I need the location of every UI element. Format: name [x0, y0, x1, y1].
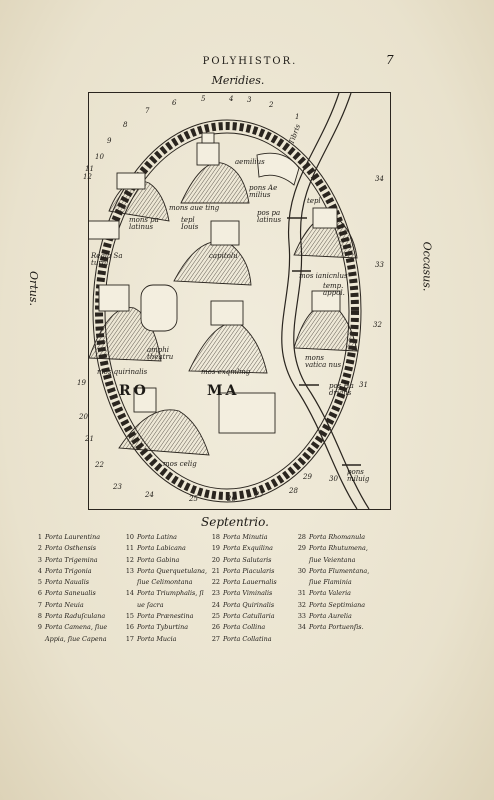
building-regia-saturni [89, 221, 119, 239]
legend-entry-text: Porta Raduſculana [45, 612, 106, 621]
legend-entry-number: 13 [125, 566, 134, 575]
legend-entry [294, 611, 369, 622]
legend-entry-text: ſiue Veientana [309, 555, 356, 564]
legend-column [122, 532, 207, 645]
label-roma-left: RO [119, 383, 149, 399]
legend-entry [294, 588, 369, 599]
label-amphitheatrum: amphi theatru [147, 346, 174, 361]
label-templum-apollinis: temp. appol. [323, 282, 345, 297]
label-pons-hadrianus: pos Ha drians [329, 382, 354, 397]
legend-entry [208, 600, 277, 611]
legend-entry [30, 555, 107, 566]
legend-entry-text: Porta Tyburtina [137, 623, 189, 632]
label-templum-iovis: tepl Iouis [181, 216, 199, 231]
legend-entry-number: 27 [211, 634, 220, 643]
legend-entry-text: Porta Salutaris [223, 555, 272, 564]
label-pons-palatinus: pos pa latinus [257, 209, 282, 224]
gate-number: 31 [359, 381, 368, 389]
legend-entry-text: Porta Camena, ſiue [45, 623, 108, 632]
amphitheatrum [141, 285, 177, 331]
legend-entry [30, 600, 107, 611]
legend-entry-number: 10 [125, 533, 134, 541]
building-large [219, 393, 275, 433]
legend-entry [208, 588, 277, 599]
gate-number: 25 [189, 495, 198, 503]
legend-entry-number: 31 [297, 589, 306, 598]
legend-entry-text: Porta Flumentana, [309, 566, 370, 575]
legend-entry-number: 22 [211, 578, 220, 587]
legend-entry-text: Porta Catullaria [223, 612, 275, 621]
legend-entry-text: Porta Triumphalis, ſi [137, 589, 204, 598]
gate-number: 29 [303, 473, 312, 481]
gate-number: 5 [201, 95, 206, 103]
label-mons-quirinalis: mos quirinalis [97, 368, 148, 376]
legend-entry [122, 634, 207, 645]
legend-entry-number: 19 [211, 544, 220, 553]
legend-entry [30, 611, 107, 622]
legend-entry [208, 611, 277, 622]
legend-entry [30, 566, 107, 577]
legend-entry-text: Porta Exquilina [223, 544, 273, 553]
rome-map-illustration [89, 93, 390, 509]
direction-south-label: Meridies. [211, 74, 265, 87]
label-roma-right: MA [207, 383, 240, 399]
legend-entry [294, 577, 369, 588]
legend-entry-text: Porta Quirinalis [223, 600, 275, 609]
legend-entry-number: 3 [37, 555, 42, 564]
label-mons-vaticanus: mons vatica nus [305, 354, 342, 369]
legend-entry-text: Porta Aurelia [309, 612, 352, 621]
legend-entry-number: 32 [297, 600, 306, 609]
legend-entry-number: 30 [297, 566, 306, 575]
legend-entry [122, 555, 207, 566]
legend-entry-number: 25 [211, 612, 220, 621]
legend-entry-number: 15 [125, 612, 134, 621]
legend-entry-text: Porta Querquetulana, [137, 566, 208, 575]
gate-number: 30 [329, 475, 338, 483]
gate-number: 7 [145, 107, 150, 115]
label-pons-milvius: pons miluig [347, 468, 370, 483]
legend-entry-text: Porta Collatina [223, 634, 272, 643]
legend-entry-number: 33 [297, 612, 306, 621]
legend-column [30, 532, 107, 645]
direction-north-label: Septentrio. [201, 515, 269, 529]
legend-entry-number: 12 [125, 555, 134, 564]
running-head: POLYHISTOR. [202, 56, 298, 67]
legend-entry-number: 26 [211, 623, 220, 632]
label-mons-caelius: mos celig [163, 460, 197, 468]
legend-entry [122, 532, 207, 543]
legend-entry-number: 20 [211, 555, 220, 564]
legend-entry [30, 543, 107, 554]
gate-number: 26 [227, 495, 236, 503]
legend-column [294, 532, 369, 634]
legend-entry-text: ſiue Celimontana [137, 578, 193, 587]
label-tibris: Tibris [287, 123, 303, 146]
label-aemilius: aemilius [235, 158, 265, 166]
legend-entry [208, 543, 277, 554]
gate-number: 22 [95, 461, 104, 469]
legend-entry-text: Porta Naualis [45, 578, 90, 587]
legend-entry-text: Porta Piacularis [223, 566, 275, 575]
legend-entry [122, 566, 207, 577]
legend-entry [30, 634, 107, 645]
legend-entry-number: 1 [37, 533, 42, 541]
page-number: 7 [386, 53, 394, 67]
legend-entry-number: 7 [37, 600, 42, 609]
label-regia-saturni: Regia Sa turni [91, 252, 123, 267]
legend-entry [294, 555, 369, 566]
label-capitolium: capitolu [209, 252, 238, 260]
gate-number: 21 [85, 435, 94, 443]
legend-entry [208, 566, 277, 577]
gate-number: 32 [373, 321, 382, 329]
legend-entry-number: 4 [37, 566, 42, 575]
legend-entry [30, 577, 107, 588]
legend-entry [208, 634, 277, 645]
gate-number: 8 [123, 121, 128, 129]
gate-number: 4 [229, 95, 234, 103]
legend-entry-number: 18 [211, 533, 220, 541]
legend-entry [294, 600, 369, 611]
legend-entry [208, 577, 277, 588]
hill-capitolium [174, 241, 251, 285]
legend-entry-number: 2 [37, 544, 42, 553]
legend-entry-text: ue ſacra [137, 600, 164, 609]
legend-entry-text: Porta Trigemina [45, 555, 98, 564]
gate-number: 28 [289, 487, 298, 495]
legend-entry-number: 5 [37, 578, 42, 587]
legend-entry-text: Porta Minutia [223, 533, 268, 541]
legend-entry-text: Porta Rhutumena, [309, 544, 368, 553]
legend-entry-text: Porta Rhomanula [309, 533, 366, 541]
label-mons-palatinus: mons pa latinus [129, 216, 159, 231]
legend-entry [122, 577, 207, 588]
gate-number: 11 [85, 165, 94, 173]
legend-entry-text: Porta Laurentina [45, 533, 101, 541]
legend-entry-text: Porta Neuia [45, 600, 84, 609]
legend-entry-text: Porta Portuenſis. [309, 623, 364, 632]
gate-number: 24 [145, 491, 154, 499]
legend-entry [208, 555, 277, 566]
legend-entry-text: Porta Saneualis [45, 589, 96, 598]
legend-entry-number: 17 [125, 634, 134, 643]
gate-number: 27 [255, 491, 264, 499]
legend-entry [122, 600, 207, 611]
legend-entry [122, 611, 207, 622]
gate-number: 33 [375, 261, 384, 269]
legend-entry-number: 34 [297, 623, 306, 632]
legend-entry-number: 16 [125, 623, 134, 632]
label-mons-aventinus: mons aue ting [169, 204, 220, 212]
legend-entry [30, 622, 107, 633]
gate-number: 12 [83, 173, 92, 181]
direction-east-label: Ortus. [26, 271, 40, 306]
building-palatine [117, 173, 145, 189]
legend-entry-text: Appia, ſiue Capena [45, 634, 107, 643]
legend-entry-text: Porta Mucia [137, 634, 177, 643]
building-temple-jovis [211, 221, 239, 245]
label-templum: tepl [307, 197, 321, 205]
legend-entry [122, 588, 207, 599]
gate-number: 6 [172, 99, 177, 107]
legend-entry-text: Porta Latina [137, 533, 177, 541]
gate-number: 2 [269, 101, 274, 109]
gate-number: 20 [79, 413, 88, 421]
building-quirinal [99, 285, 129, 311]
legend-entry-text: Porta Collina [223, 623, 266, 632]
legend-entry-text: Porta Osthensis [45, 544, 97, 553]
legend-entry [122, 543, 207, 554]
hill-aventinus [181, 163, 249, 203]
building-exquiline [211, 301, 243, 325]
gate-number: 9 [107, 137, 112, 145]
gate-number: 19 [77, 379, 86, 387]
legend-entry-text: Porta Viminalis [223, 589, 273, 598]
legend-entry-number: 6 [37, 589, 42, 598]
building-temple-aventine [197, 143, 219, 165]
legend-entry [294, 532, 369, 543]
legend-entry-number: 11 [125, 544, 134, 553]
gate-number: 1 [295, 113, 300, 121]
legend-entry-number: 29 [297, 544, 306, 553]
legend-entry-text: Porta Gabina [137, 555, 180, 564]
building-ianicular [313, 208, 337, 228]
gate-number: 3 [247, 96, 252, 104]
legend-entry-number: 28 [297, 533, 306, 541]
legend-entry [294, 566, 369, 577]
label-mons-ianiculus: mos ianicnlus [299, 272, 348, 280]
legend-entry-number: 23 [211, 589, 220, 598]
gate-number: 10 [95, 153, 104, 161]
gate-number: 34 [375, 175, 384, 183]
legend-entry [30, 532, 107, 543]
legend-entry [294, 543, 369, 554]
legend-entry-text: Porta Septimiana [309, 600, 366, 609]
woodcut-map-frame [77, 92, 391, 510]
legend-entry [30, 588, 107, 599]
legend-entry-number: 24 [211, 600, 220, 609]
legend-entry-text: Porta Lauernalis [223, 578, 277, 587]
legend-entry [208, 622, 277, 633]
legend-entry [208, 532, 277, 543]
legend-entry [294, 622, 369, 633]
legend-entry-text: ſiue Flaminia [309, 578, 352, 587]
legend-entry-number: 14 [125, 589, 134, 598]
legend-entry-text: Porta Labicana [137, 544, 186, 553]
legend-entry [122, 622, 207, 633]
legend-entry-text: Porta Valeria [309, 589, 351, 598]
hill-exquilinus [189, 323, 267, 373]
legend-entry-number: 21 [211, 566, 220, 575]
hill-caelius [119, 410, 209, 455]
legend-entry-number: 9 [37, 623, 42, 632]
label-pons-aemilius: pons Ae milius [249, 184, 278, 199]
gate-number: 23 [113, 483, 122, 491]
legend-entry-text: Porta Prænestina [137, 612, 194, 621]
direction-west-label: Occasus. [420, 241, 434, 292]
legend-column [208, 532, 277, 645]
legend-entry-text: Porta Trigonia [45, 566, 92, 575]
label-mons-exquilinus: mos exqmlmg [201, 368, 251, 376]
legend-entry-number: 8 [37, 612, 42, 621]
